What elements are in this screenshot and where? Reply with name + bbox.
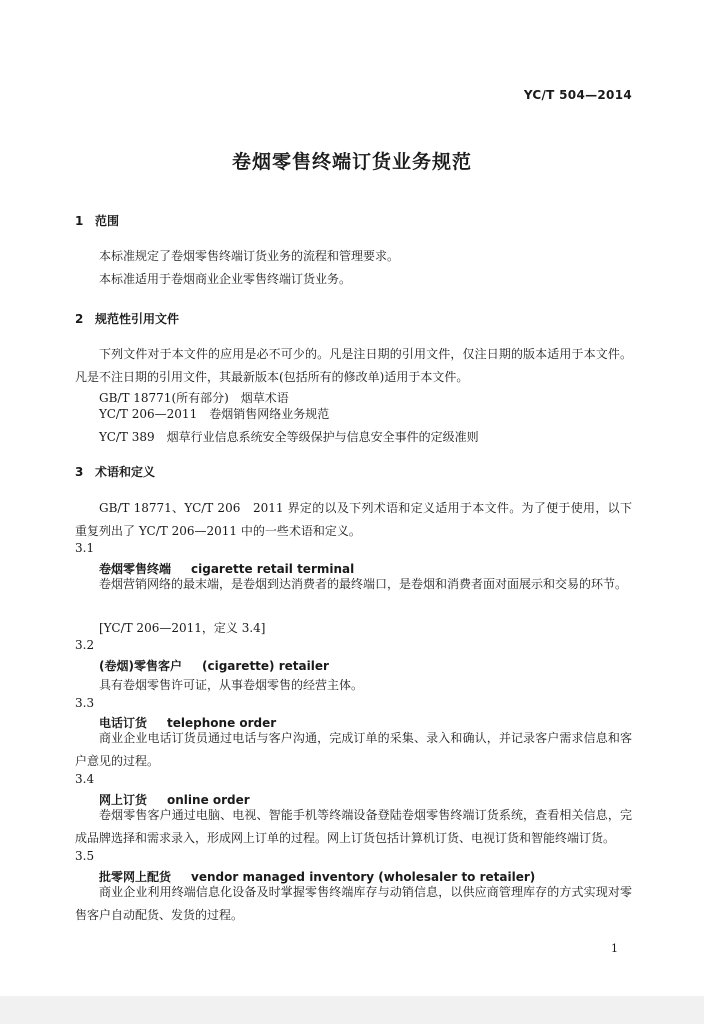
- term-en: vendor managed inventory (wholesaler to retailer): [191, 870, 536, 884]
- term-zh: 卷烟零售终端: [99, 562, 172, 576]
- term-zh: 批零网上配货: [99, 870, 172, 884]
- paragraph: 下列文件对于本文件的应用是必不可少的。凡是注日期的引用文件，仅注日期的版本适用于本文件。凡是不注日期的引用文件，其最新版本(包括所有的修改单)适用于本文件。: [75, 347, 632, 384]
- paragraph: 本标准适用于卷烟商业企业零售终端订货业务。: [99, 272, 352, 286]
- section-title: 规范性引用文件: [95, 312, 180, 326]
- section-number: 1: [75, 214, 84, 228]
- section-title: 范围: [95, 214, 120, 228]
- reference-item: YC/T 389 烟草行业信息系统安全等级保护与信息安全事件的定级准则: [99, 430, 479, 444]
- term-number: 3.3: [75, 696, 95, 710]
- term-definition: 卷烟营销网络的最末端，是卷烟到达消费者的最终端口，是卷烟和消费者面对面展示和交易的环节。: [99, 577, 628, 591]
- term-number: 3.2: [75, 638, 95, 652]
- document-title: 卷烟零售终端订货业务规范: [231, 151, 472, 173]
- term-number: 3.5: [75, 849, 95, 863]
- term-number: 3.4: [75, 772, 95, 786]
- term-source: [YC/T 206—2011，定义 3.4]: [99, 621, 266, 635]
- term-en: cigarette retail terminal: [191, 562, 355, 576]
- paragraph: 本标准规定了卷烟零售终端订货业务的流程和管理要求。: [99, 249, 400, 263]
- term-zh: 电话订货: [99, 716, 148, 730]
- term-definition: 商业企业电话订货员通过电话与客户沟通，完成订单的采集、录入和确认，并记录客户需求信息和客户意见的过程。: [75, 731, 632, 768]
- page-number: 1: [611, 942, 618, 955]
- term-en: (cigarette) retailer: [201, 659, 329, 673]
- section-heading-3: [75, 463, 155, 480]
- term-definition: 具有卷烟零售许可证，从事卷烟零售的经营主体。: [99, 678, 364, 692]
- term-zh: 网上订货: [99, 793, 148, 807]
- term-definition: 商业企业利用终端信息化设备及时掌握零售终端库存与动销信息，以供应商管理库存的方式实现对零售客户自动配货、发货的过程。: [75, 885, 632, 922]
- reference-item: GB/T 18771(所有部分) 烟草术语: [99, 391, 289, 405]
- term-number: 3.1: [75, 541, 95, 555]
- section-title: 术语和定义: [95, 465, 156, 479]
- section-heading-1: [75, 212, 119, 229]
- reference-item: YC/T 206—2011 卷烟销售网络业务规范: [99, 407, 330, 421]
- term-heading: [99, 657, 329, 674]
- term-zh: (卷烟)零售客户: [99, 659, 182, 673]
- term-en: online order: [167, 793, 250, 807]
- bottom-bar: [0, 996, 704, 1024]
- paragraph: GB/T 18771、YC/T 206 2011 界定的以及下列术语和定义适用于本文件。为了便于使用，以下重复列出了 YC/T 206—2011 中的一些术语和定义。: [75, 501, 632, 538]
- standard-number: YC/T 504—2014: [523, 88, 632, 102]
- section-heading-2: [75, 310, 179, 327]
- term-en: telephone order: [167, 716, 277, 730]
- term-definition: 卷烟零售客户通过电脑、电视、智能手机等终端设备登陆卷烟零售终端订货系统，查看相关信息，完成品牌选择和需求录入，形成网上订单的过程。网上订货包括计算机订货、电视订货和智能终端订货。: [75, 808, 632, 845]
- section-number: 3: [75, 465, 84, 479]
- section-number: 2: [75, 312, 84, 326]
